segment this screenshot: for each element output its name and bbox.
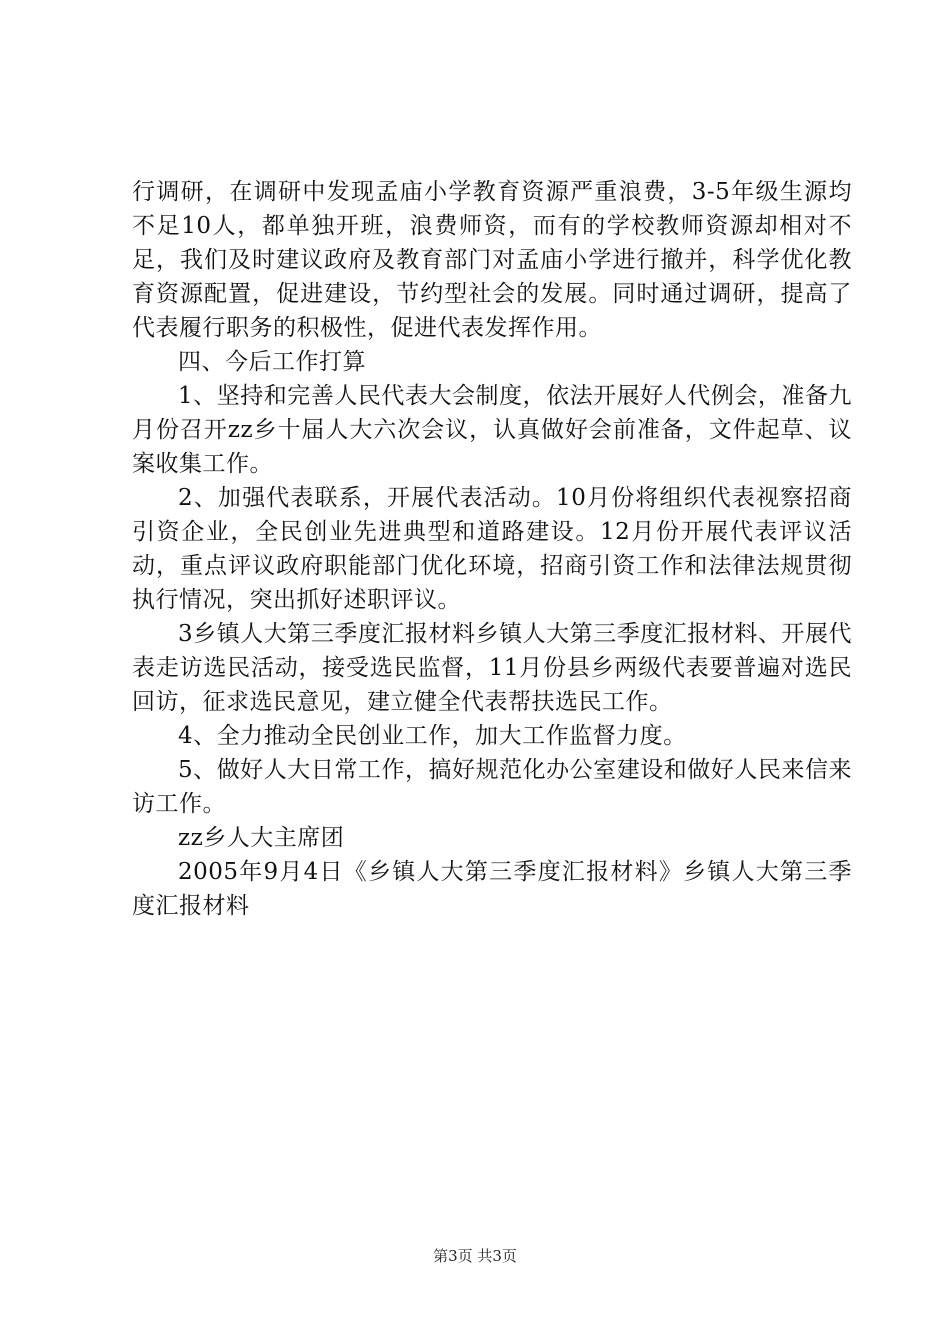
document-body	[132, 175, 852, 923]
section-heading-future-plans: 四、今后工作打算	[178, 349, 366, 375]
date-and-title-line: 2005年9月4日《乡镇人大第三季度汇报材料》乡镇人大第三季度汇报材料	[132, 859, 852, 919]
plan-item-3: 3乡镇人大第三季度汇报材料乡镇人大第三季度汇报材料、开展代表走访选民活动，接受选民监督，11月份县乡两级代表要普遍对选民回访，征求选民意见，建立健全代表帮扶选民工作。	[132, 621, 852, 715]
page-number-footer: 第3页 共3页	[433, 1247, 517, 1265]
plan-item-1: 1、坚持和完善人民代表大会制度，依法开展好人代例会，准备九月份召开zz乡十届人大六次会议，认真做好会前准备，文件起草、议案收集工作。	[132, 383, 852, 477]
plan-item-4: 4、全力推动全民创业工作，加大工作监督力度。	[178, 723, 687, 749]
paragraph-research-continuation: 行调研，在调研中发现孟庙小学教育资源严重浪费，3-5年级生源均不足10人，都单独开班，浪费师资，而有的学校教师资源却相对不足，我们及时建议政府及教育部门对孟庙小学进行撤并，科学优化教育资源配置，促进建设，节约型社会的发展。同时通过调研，提高了代表履行职务的积极性，促进代表发挥作用。	[132, 179, 852, 341]
plan-item-5: 5、做好人大日常工作，搞好规范化办公室建设和做好人民来信来访工作。	[132, 757, 852, 817]
signature-organization: zz乡人大主席团	[178, 825, 345, 851]
plan-item-2: 2、加强代表联系，开展代表活动。10月份将组织代表视察招商引资企业，全民创业先进典型和道路建设。12月份开展代表评议活动，重点评议政府职能部门优化环境，招商引资工作和法律法规贯彻执行情况，突出抓好述职评议。	[132, 485, 852, 613]
